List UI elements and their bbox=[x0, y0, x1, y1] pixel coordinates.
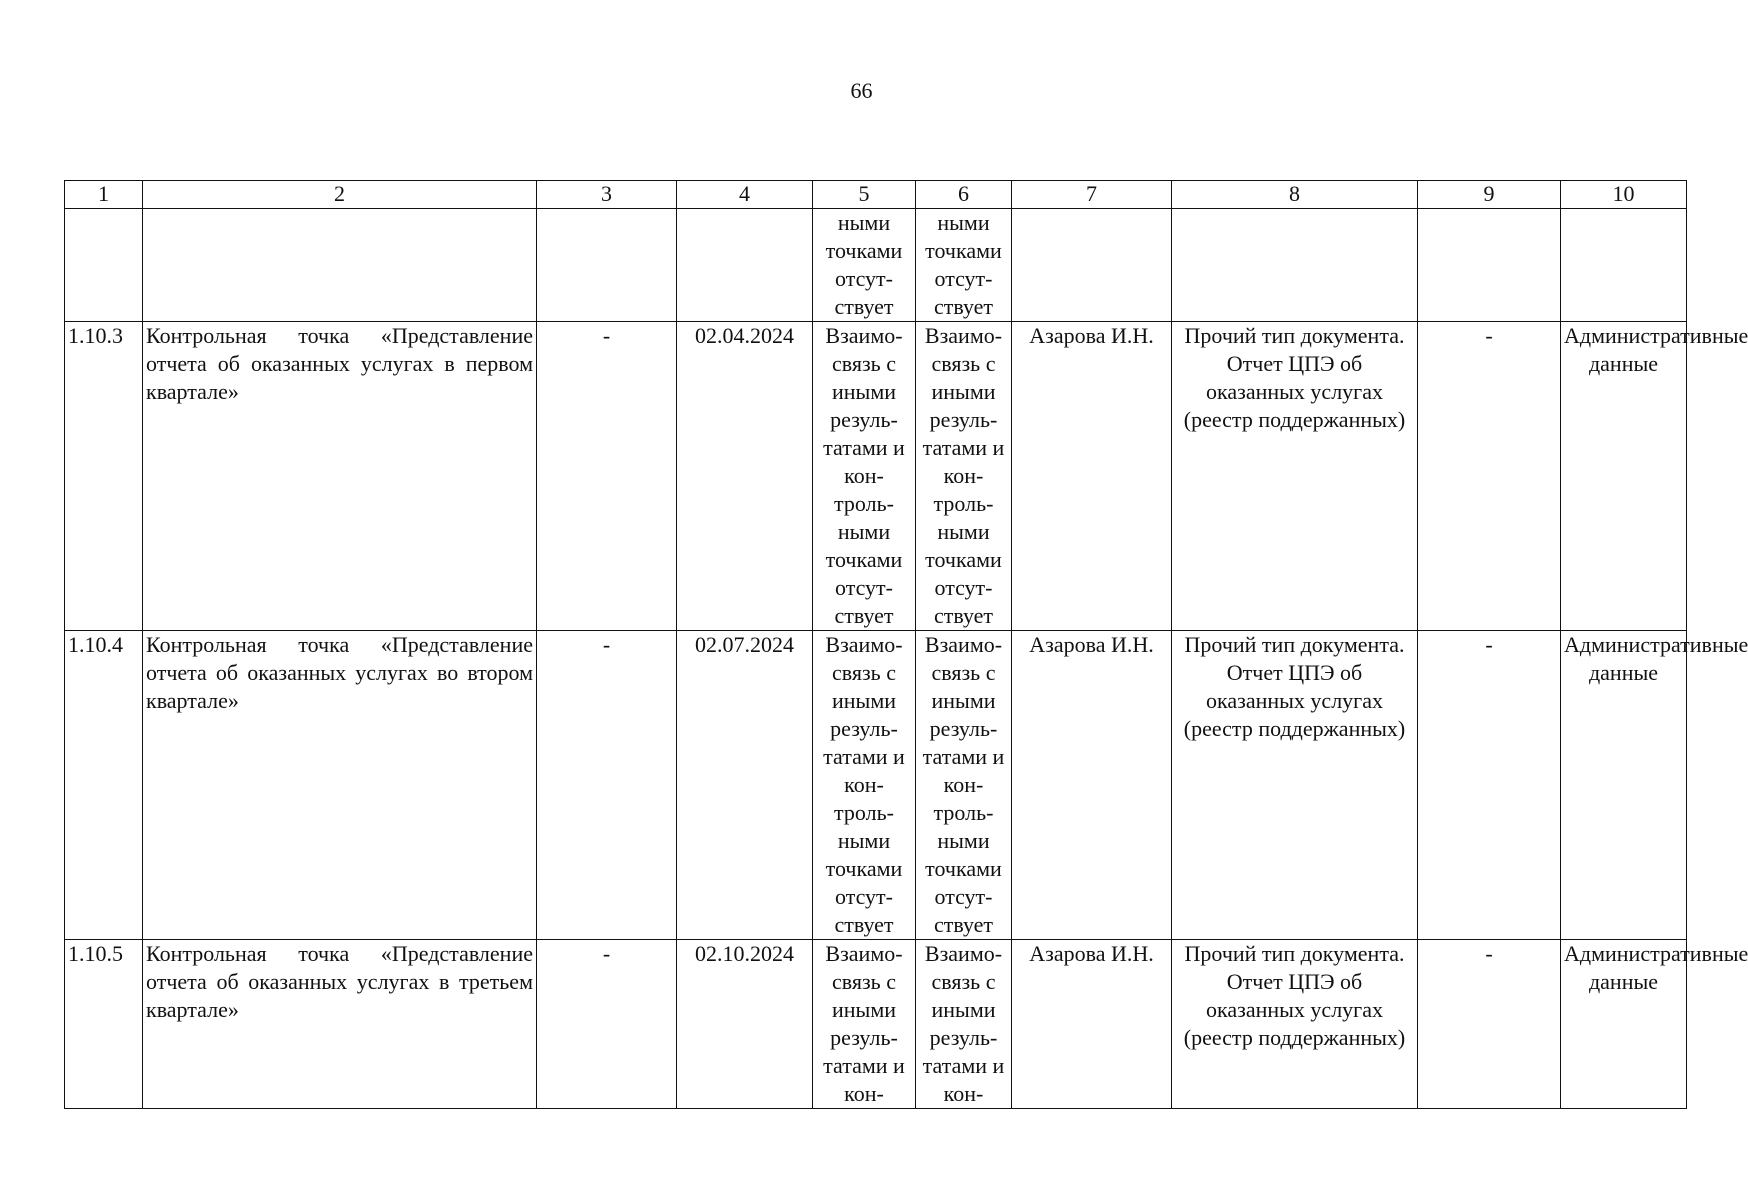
relation-line: ствует bbox=[933, 912, 994, 937]
relation-line: точками bbox=[925, 238, 1002, 263]
cell bbox=[1012, 209, 1172, 322]
relation-cell bbox=[916, 322, 1012, 631]
header-cell-1: 1 bbox=[65, 181, 143, 209]
relation-line: кон- bbox=[844, 1081, 884, 1106]
responsible-person: Азарова И.Н. bbox=[1012, 631, 1172, 940]
item-name: Контрольная точка «Представление отчета об оказанных услугах в третьем квартале» bbox=[143, 940, 537, 1109]
relation-line: ными bbox=[937, 210, 990, 235]
responsible-person: Азарова И.Н. bbox=[1012, 940, 1172, 1109]
data-source: Административные данные bbox=[1561, 322, 1687, 631]
relation-line: татами и bbox=[823, 435, 905, 460]
relation-line: отсут- bbox=[834, 266, 893, 291]
relation-line: отсут- bbox=[934, 884, 993, 909]
item-date: 02.10.2024 bbox=[677, 940, 813, 1109]
relation-line: троль- bbox=[834, 491, 894, 516]
relation-line: Взаимо- bbox=[825, 632, 903, 657]
item-number: 1.10.4 bbox=[65, 631, 143, 940]
relation-line: татами и bbox=[922, 744, 1005, 769]
relation-line: Взаимо- bbox=[924, 323, 1003, 348]
relation-line: кон- bbox=[844, 772, 884, 797]
relation-cell bbox=[813, 940, 916, 1109]
relation-line: Взаимо- bbox=[924, 941, 1003, 966]
relation-line: отсут- bbox=[834, 884, 893, 909]
relation-line: иными bbox=[931, 997, 996, 1022]
relation-line: связь с bbox=[832, 660, 896, 685]
header-cell-9: 9 bbox=[1418, 181, 1561, 209]
data-source: Административные данные bbox=[1561, 631, 1687, 940]
cell-col9: - bbox=[1418, 322, 1561, 631]
cell-col9: - bbox=[1418, 631, 1561, 940]
table-row bbox=[65, 940, 1687, 1109]
cell bbox=[1418, 209, 1561, 322]
relation-cell bbox=[916, 631, 1012, 940]
relation-line: ствует bbox=[834, 912, 894, 937]
header-cell-2: 2 bbox=[143, 181, 537, 209]
relation-line: связь с bbox=[931, 969, 996, 994]
relation-line: кон- bbox=[844, 463, 884, 488]
relation-line: троль- bbox=[834, 800, 894, 825]
relation-line: связь с bbox=[931, 351, 996, 376]
relation-line: точками bbox=[925, 856, 1002, 881]
relation-line: иными bbox=[831, 379, 897, 404]
relation-line: ствует bbox=[933, 294, 994, 319]
relation-line: татами и bbox=[922, 1053, 1005, 1078]
relation-line: иными bbox=[931, 688, 996, 713]
relation-line: татами и bbox=[823, 744, 905, 769]
relation-line: ствует bbox=[933, 603, 994, 628]
relation-line: резуль- bbox=[830, 407, 898, 432]
cell-col3: - bbox=[537, 322, 677, 631]
cell bbox=[1561, 209, 1687, 322]
relation-line: отсут- bbox=[834, 575, 893, 600]
relation-line: резуль- bbox=[929, 407, 998, 432]
relation-line: троль- bbox=[933, 800, 994, 825]
relation-cell bbox=[813, 209, 916, 322]
relation-line: татами и bbox=[922, 435, 1005, 460]
cell bbox=[677, 209, 813, 322]
relation-line: кон- bbox=[943, 772, 984, 797]
relation-line: иными bbox=[831, 688, 897, 713]
item-number: 1.10.5 bbox=[65, 940, 143, 1109]
relation-line: резуль- bbox=[830, 716, 898, 741]
item-date: 02.07.2024 bbox=[677, 631, 813, 940]
responsible-person: Азарова И.Н. bbox=[1012, 322, 1172, 631]
relation-cell bbox=[916, 209, 1012, 322]
table-row bbox=[65, 322, 1687, 631]
header-cell-5: 5 bbox=[813, 181, 916, 209]
relation-line: отсут- bbox=[934, 266, 993, 291]
relation-cell bbox=[813, 631, 916, 940]
header-cell-3: 3 bbox=[537, 181, 677, 209]
relation-line: точками bbox=[825, 856, 903, 881]
relation-line: Взаимо- bbox=[825, 941, 903, 966]
item-number: 1.10.3 bbox=[65, 322, 143, 631]
cell-col3: - bbox=[537, 631, 677, 940]
item-name: Контрольная точка «Представление отчета об оказанных услугах в первом квартале» bbox=[143, 322, 537, 631]
cell-col3: - bbox=[537, 940, 677, 1109]
relation-line: иными bbox=[931, 379, 996, 404]
relation-line: Взаимо- bbox=[924, 632, 1003, 657]
relation-line: кон- bbox=[943, 463, 984, 488]
cell bbox=[65, 209, 143, 322]
relation-line: точками bbox=[825, 547, 903, 572]
header-cell-4: 4 bbox=[677, 181, 813, 209]
relation-line: отсут- bbox=[934, 575, 993, 600]
relation-line: ными bbox=[837, 828, 891, 853]
relation-line: ными bbox=[837, 210, 891, 235]
relation-line: связь с bbox=[832, 969, 896, 994]
header-cell-8: 8 bbox=[1172, 181, 1418, 209]
document-type: Прочий тип документа. Отчет ЦПЭ об оказанных услугах (реестр поддержанных) bbox=[1172, 631, 1418, 940]
relation-line: татами и bbox=[823, 1053, 905, 1078]
relation-cell bbox=[813, 322, 916, 631]
relation-line: резуль- bbox=[929, 716, 998, 741]
relation-line: ными bbox=[937, 519, 990, 544]
cell bbox=[1172, 209, 1418, 322]
data-source: Административные данные bbox=[1561, 940, 1687, 1109]
header-cell-7: 7 bbox=[1012, 181, 1172, 209]
relation-line: резуль- bbox=[830, 1025, 898, 1050]
plan-table bbox=[64, 180, 1748, 1109]
header-row bbox=[65, 181, 1687, 209]
header-cell-6: 6 bbox=[916, 181, 1012, 209]
item-date: 02.04.2024 bbox=[677, 322, 813, 631]
relation-line: троль- bbox=[933, 491, 994, 516]
relation-line: связь с bbox=[832, 351, 896, 376]
header-cell-10: 10 bbox=[1561, 181, 1687, 209]
page-number: 66 bbox=[850, 78, 873, 103]
cell bbox=[537, 209, 677, 322]
relation-line: ствует bbox=[834, 603, 894, 628]
relation-line: ными bbox=[837, 519, 891, 544]
relation-cell bbox=[916, 940, 1012, 1109]
relation-line: связь с bbox=[931, 660, 996, 685]
continuation-row bbox=[65, 209, 1687, 322]
relation-line: кон- bbox=[943, 1081, 984, 1106]
relation-line: точками bbox=[825, 238, 903, 263]
document-type: Прочий тип документа. Отчет ЦПЭ об оказанных услугах (реестр поддержанных) bbox=[1172, 940, 1418, 1109]
table-row bbox=[65, 631, 1687, 940]
relation-line: иными bbox=[831, 997, 897, 1022]
document-type: Прочий тип документа. Отчет ЦПЭ об оказанных услугах (реестр поддержанных) bbox=[1172, 322, 1418, 631]
cell bbox=[143, 209, 537, 322]
relation-line: резуль- bbox=[929, 1025, 998, 1050]
relation-line: точками bbox=[925, 547, 1002, 572]
cell-col9: - bbox=[1418, 940, 1561, 1109]
item-name: Контрольная точка «Представление отчета об оказанных услугах во втором квартале» bbox=[143, 631, 537, 940]
relation-line: Взаимо- bbox=[825, 323, 903, 348]
relation-line: ными bbox=[937, 828, 990, 853]
relation-line: ствует bbox=[834, 294, 894, 319]
